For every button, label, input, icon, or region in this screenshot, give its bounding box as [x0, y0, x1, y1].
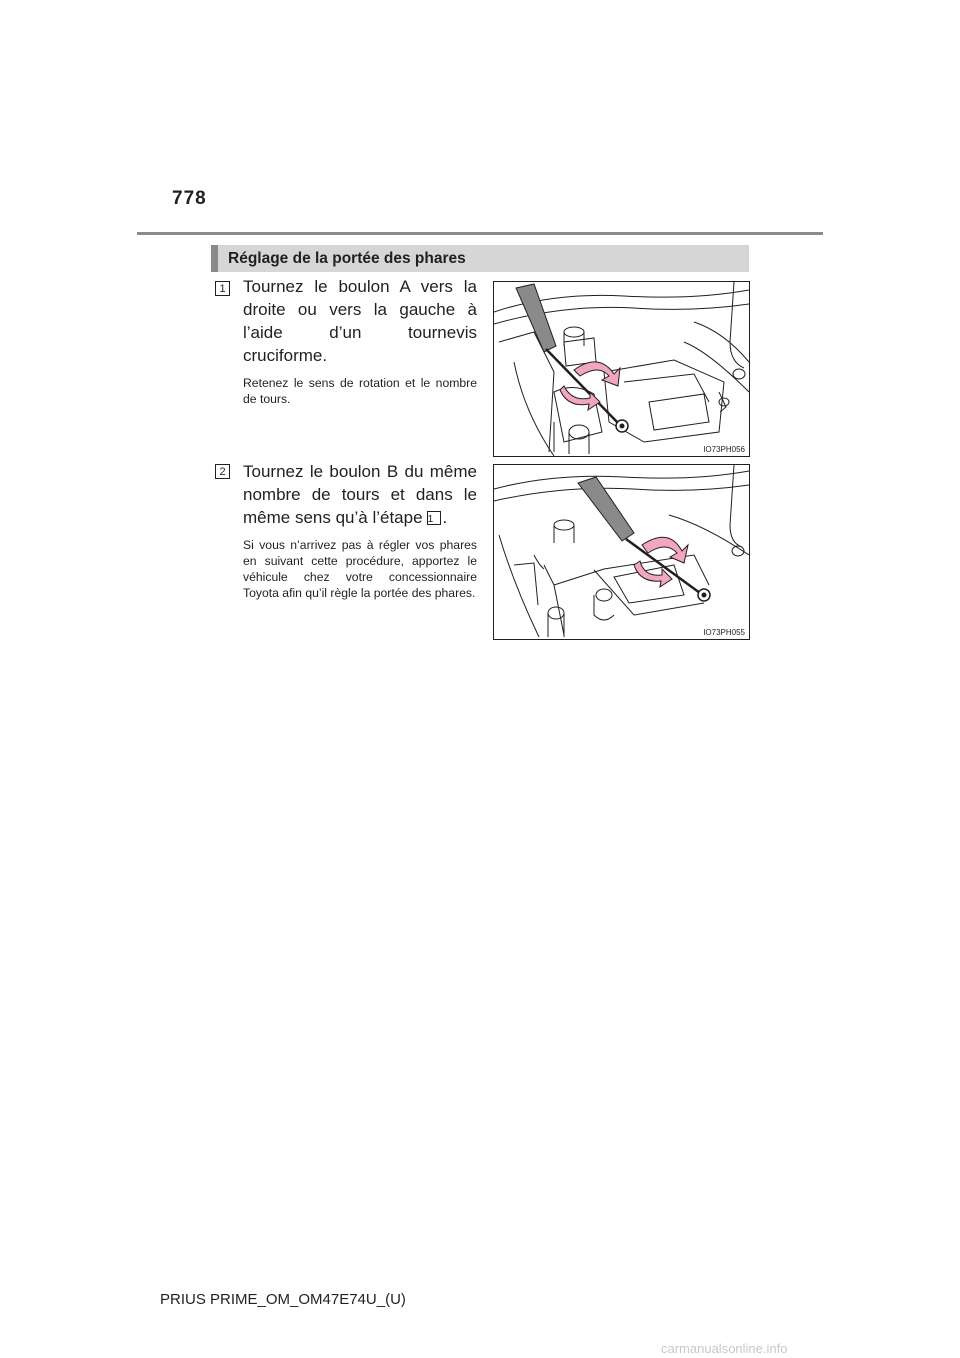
- step-1-note: Retenez le sens de rotation et le nombre de tours.: [243, 376, 477, 406]
- step-2-instruction: [243, 460, 477, 529]
- step-2-image-code: IO73PH055: [703, 628, 745, 637]
- step-1-image-code: IO73PH056: [703, 445, 745, 454]
- section-title: Réglage de la portée des phares: [211, 245, 749, 272]
- step-1-illustration: [493, 281, 750, 457]
- step-2-note: Si vous n’arrivez pas à régler vos phares en suivant cette procédure, apportez le véhicule chez votre concessionnaire Toyota afin qu’il règle la portée des phares.: [243, 538, 477, 600]
- step-1-instruction: Tournez le boulon A vers la droite ou vers la gauche à l’aide d’un tournevis cruciforme.: [243, 277, 477, 365]
- step-2-instruction-text: Tournez le boulon B du même nombre de tours et dans le même sens qu’à l’étape: [243, 462, 477, 527]
- step-1-text: [243, 275, 477, 407]
- headlight-bolt-b-drawing: [494, 465, 749, 639]
- step-2-text: [243, 460, 477, 601]
- step-1-number: 1: [215, 281, 230, 296]
- step-2-illustration: [493, 464, 750, 640]
- step-2-number: 2: [215, 464, 230, 479]
- step-2-instruction-end: .: [442, 508, 448, 527]
- headlight-bolt-a-drawing: [494, 282, 749, 456]
- watermark: carmanualsonline.info: [661, 1341, 788, 1356]
- footer-manual-code: PRIUS PRIME_OM_OM47E74U_(U): [160, 1291, 406, 1308]
- step-reference-box: 1: [427, 511, 441, 525]
- header-rule: [137, 232, 823, 235]
- page-number: 778: [172, 188, 207, 209]
